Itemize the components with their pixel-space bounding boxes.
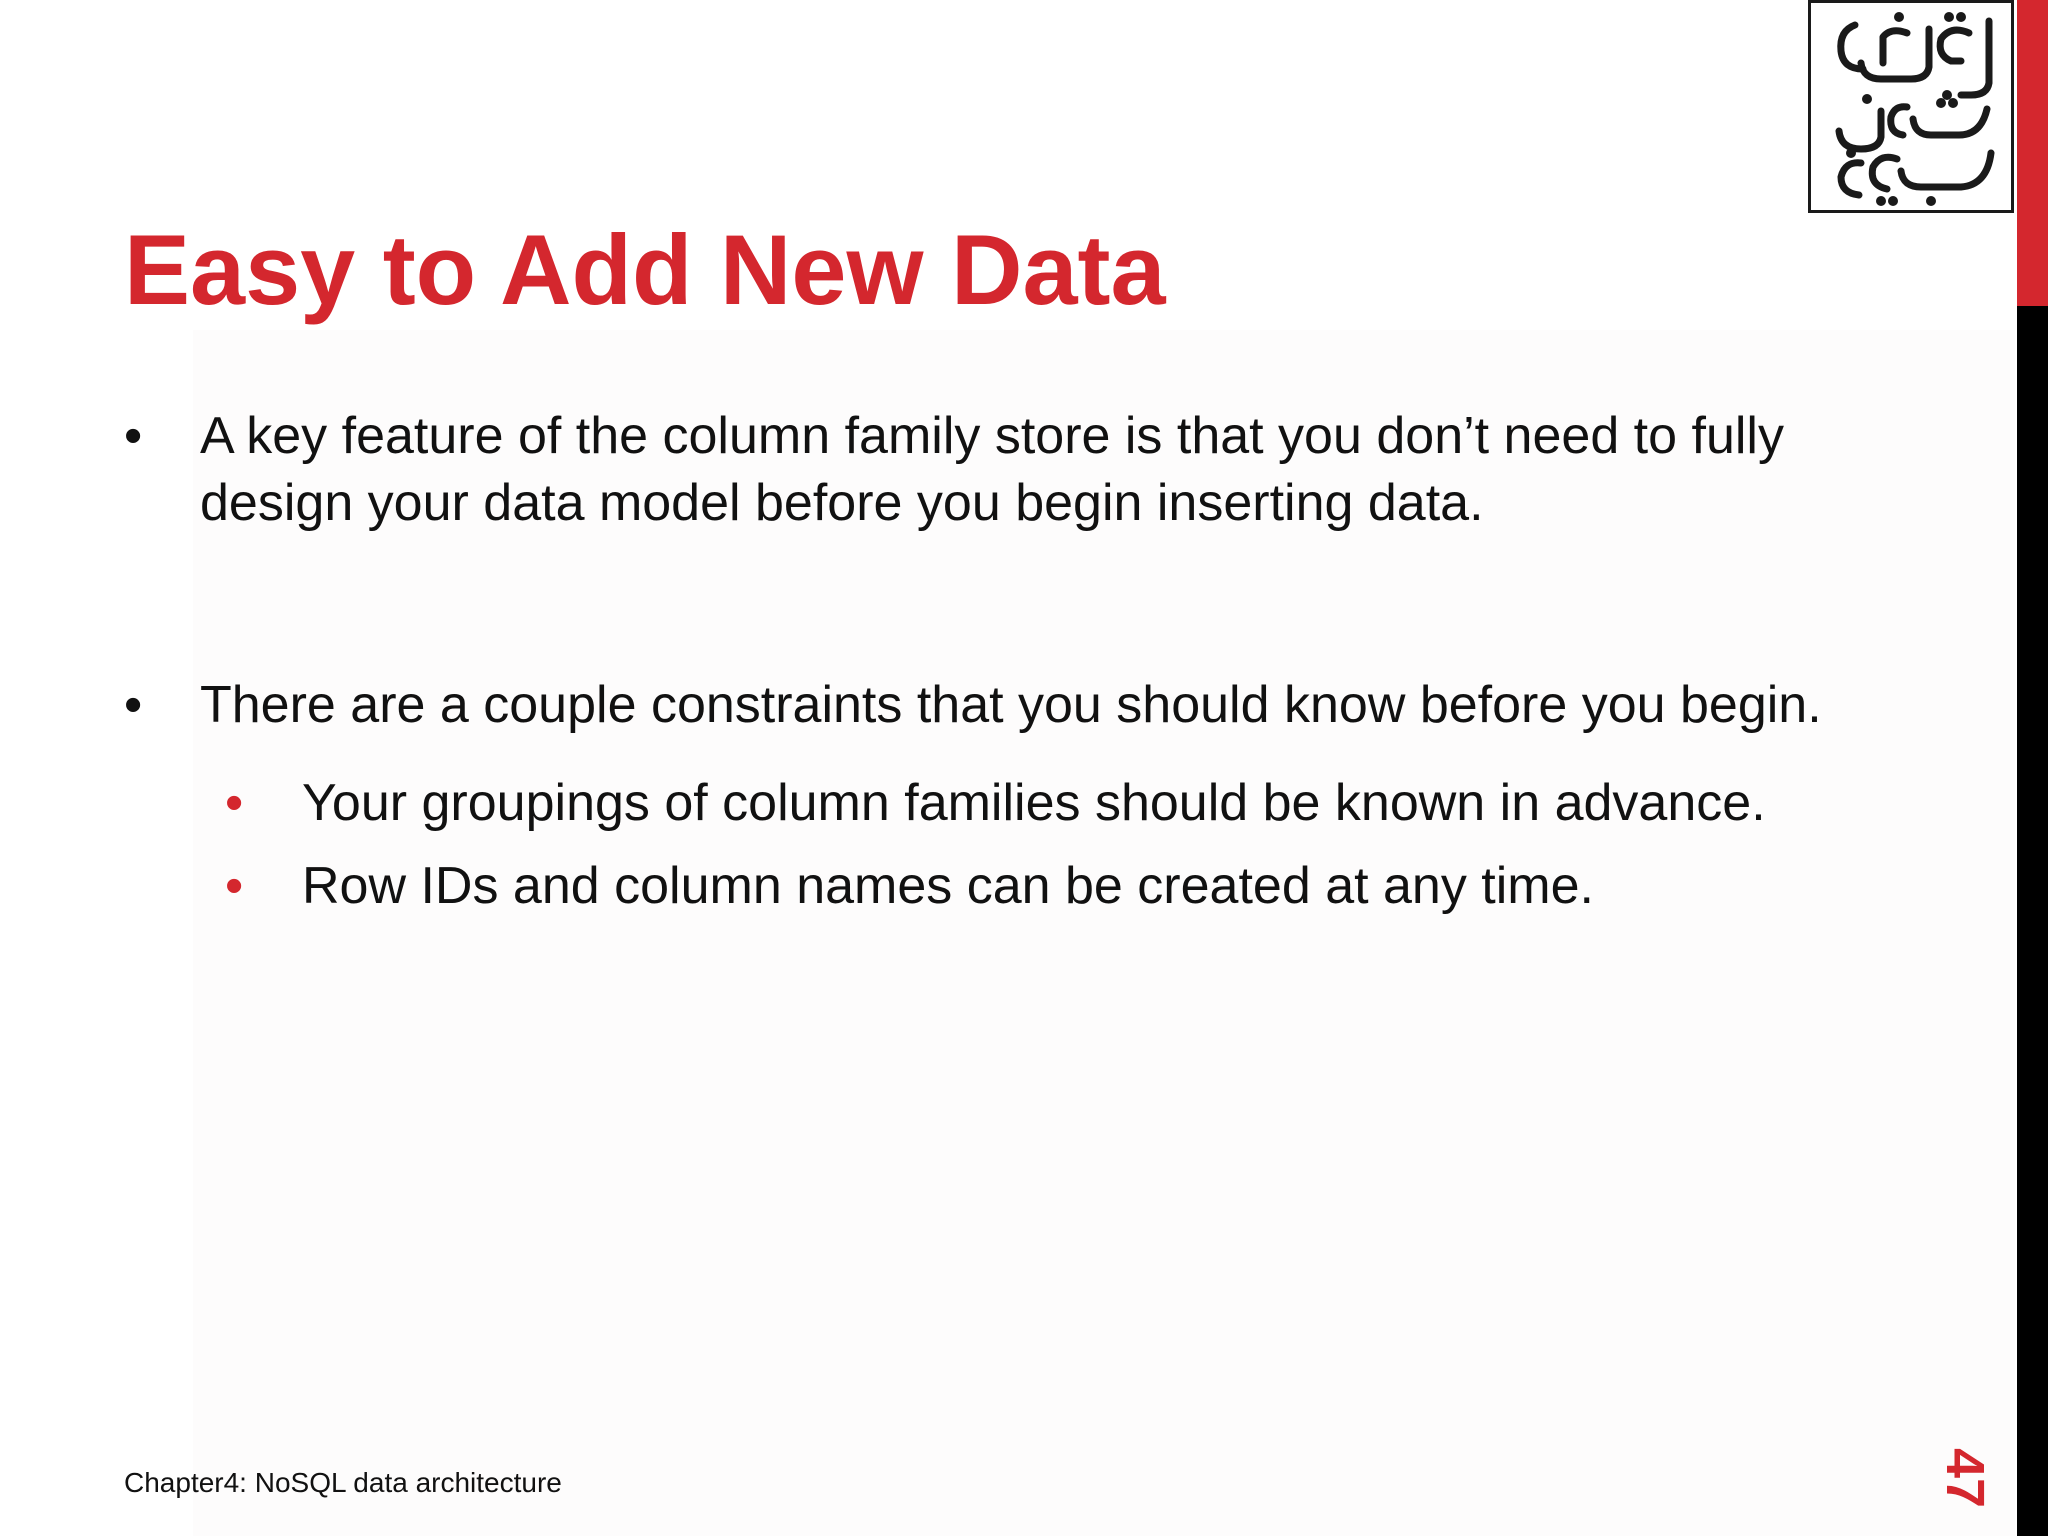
- sub-bullet-text: Your groupings of column families should be known in advance.: [302, 774, 1766, 832]
- sub-bullet-marker: •: [225, 857, 244, 915]
- page-number: 47: [1935, 1447, 1995, 1509]
- bullet-marker: •: [124, 676, 143, 734]
- bullet-line: There are a couple constraints that you should know before you begin.: [200, 676, 1822, 734]
- edge-bar-red: [2017, 0, 2048, 306]
- slide-title: Easy to Add New Data: [124, 214, 1166, 325]
- edge-bar-black: [2017, 306, 2048, 1536]
- bullet-text: [200, 403, 1784, 537]
- bullet-line: A key feature of the column family store is that you don’t need to fully: [200, 407, 1784, 465]
- university-logo: [1808, 0, 2014, 213]
- slide-footer: Chapter4: NoSQL data architecture: [124, 1467, 562, 1498]
- sub-bullet-marker: •: [225, 774, 244, 832]
- sub-bullet-text: Row IDs and column names can be created at any time.: [302, 857, 1594, 915]
- bullet-text: [200, 672, 1822, 739]
- bullet-line: design your data model before you begin inserting data.: [200, 474, 1484, 532]
- bullet-marker: •: [124, 407, 143, 465]
